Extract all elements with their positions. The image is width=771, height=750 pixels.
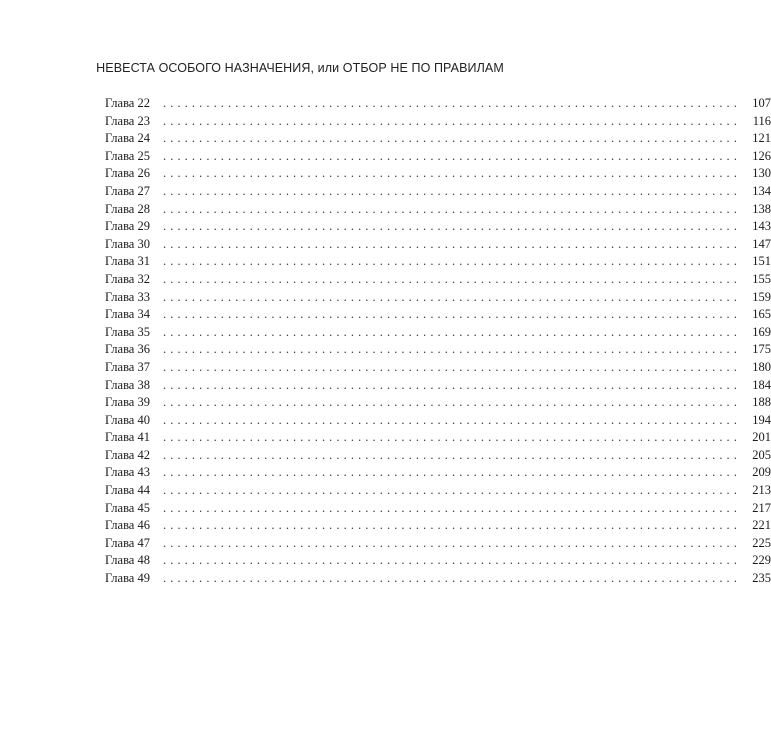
toc-entry	[105, 113, 771, 131]
toc-entry-page: 225	[752, 535, 771, 550]
toc-entry-page: 107	[752, 96, 771, 110]
toc-entry-page: 155	[752, 271, 771, 286]
toc-dot-leader: ................................................................................	[163, 307, 741, 322]
toc-entry-title: Глава 28	[105, 201, 150, 216]
running-head: НЕВЕСТА ОСОБОГО НАЗНАЧЕНИЯ, или ОТБОР НЕ ПО ПРАВИЛАМ	[96, 61, 504, 75]
toc-dot-leader: ................................................................................	[163, 535, 741, 550]
toc-entry-title: Глава 42	[105, 447, 150, 462]
toc-entry-title: Глава 27	[105, 183, 150, 198]
toc-entry-title: Глава 35	[105, 324, 150, 339]
toc-dot-leader: ................................................................................	[163, 518, 741, 533]
toc-entry-title: Глава 23	[105, 113, 150, 128]
toc-entry-title: Глава 25	[105, 148, 150, 163]
toc-entry	[105, 447, 771, 465]
toc-dot-leader: ................................................................................	[163, 183, 741, 198]
toc-entry-page: 134	[752, 183, 771, 198]
toc-entry	[105, 500, 771, 518]
toc-entry-page: 116	[752, 113, 771, 128]
toc-dot-leader: ................................................................................	[163, 201, 741, 216]
toc-entry	[105, 130, 771, 148]
toc-entry	[105, 412, 771, 430]
toc-entry-title: Глава 36	[105, 342, 150, 357]
toc-dot-leader: ................................................................................	[163, 395, 741, 410]
toc-entry-page: 217	[752, 500, 771, 515]
toc-entry-title: Глава 47	[105, 535, 150, 550]
toc-entry-title: Глава 33	[105, 289, 150, 304]
toc-entry	[105, 271, 771, 289]
toc-entry-page: 213	[752, 483, 771, 498]
toc-entry	[105, 165, 771, 183]
toc-dot-leader: ................................................................................	[163, 447, 741, 462]
toc-entry-page: 209	[752, 465, 771, 480]
toc-entry	[105, 517, 771, 535]
toc-entry	[105, 482, 771, 500]
toc-entry-page: 151	[752, 254, 771, 269]
toc-dot-leader: ................................................................................	[163, 271, 741, 286]
toc-entry-title: Глава 45	[105, 500, 150, 515]
toc-entry-page: 229	[752, 553, 771, 568]
toc-entry	[105, 429, 771, 447]
toc-dot-leader: ................................................................................	[163, 465, 741, 480]
toc-entry-title: Глава 26	[105, 166, 150, 181]
toc-entry	[105, 377, 771, 395]
toc-dot-leader: ................................................................................	[163, 219, 741, 234]
toc-dot-leader: ................................................................................	[163, 236, 741, 251]
toc-entry-title: Глава 43	[105, 465, 150, 480]
toc-entry-page: 147	[752, 236, 771, 251]
toc-entry-page: 188	[752, 395, 771, 410]
toc-dot-leader: ................................................................................	[163, 289, 741, 304]
toc-dot-leader: ................................................................................	[163, 553, 741, 568]
toc-entry-title: Глава 48	[105, 553, 150, 568]
toc-dot-leader: ................................................................................	[163, 430, 741, 445]
toc-entry-page: 159	[752, 289, 771, 304]
toc-dot-leader: ................................................................................	[163, 377, 741, 392]
toc-entry-page: 205	[752, 447, 771, 462]
toc-entry-title: Глава 39	[105, 395, 150, 410]
toc-entry-title: Глава 49	[105, 571, 150, 586]
toc-entry-title: Глава 34	[105, 307, 150, 322]
toc-dot-leader: ................................................................................	[163, 324, 741, 339]
toc-entry	[105, 218, 771, 236]
toc-entry-page: 235	[752, 571, 771, 586]
toc-entry	[105, 236, 771, 254]
toc-dot-leader: ................................................................................	[163, 96, 741, 110]
toc-entry	[105, 359, 771, 377]
toc-dot-leader: ................................................................................	[163, 131, 741, 146]
toc-entry	[105, 95, 771, 113]
toc-dot-leader: ................................................................................	[163, 113, 741, 128]
toc-entry-page: 221	[752, 518, 771, 533]
toc-entry	[105, 253, 771, 271]
toc-dot-leader: ................................................................................	[163, 571, 741, 586]
toc-entry	[105, 570, 771, 588]
toc-entry-title: Глава 30	[105, 236, 150, 251]
toc-entry-page: 143	[752, 219, 771, 234]
toc-entry-title: Глава 41	[105, 430, 150, 445]
toc-entry	[105, 464, 771, 482]
toc-entry-title: Глава 44	[105, 483, 150, 498]
toc-entry	[105, 183, 771, 201]
toc-dot-leader: ................................................................................	[163, 500, 741, 515]
toc-entry	[105, 324, 771, 342]
toc-dot-leader: ................................................................................	[163, 412, 741, 427]
toc-entry-title: Глава 32	[105, 271, 150, 286]
toc-entry-page: 130	[752, 166, 771, 181]
toc-entry-page: 194	[752, 412, 771, 427]
toc-entry-page: 121	[752, 131, 771, 146]
toc-entry-page: 169	[752, 324, 771, 339]
toc-entry-page: 175	[752, 342, 771, 357]
toc-entry-title: Глава 22	[105, 96, 150, 110]
toc-dot-leader: ................................................................................	[163, 148, 741, 163]
toc-entry-page: 126	[752, 148, 771, 163]
toc-entry-title: Глава 29	[105, 219, 150, 234]
toc-entry-page: 201	[752, 430, 771, 445]
toc-entry	[105, 535, 771, 553]
toc-entry	[105, 148, 771, 166]
toc-entry-page: 138	[752, 201, 771, 216]
toc-entry-title: Глава 31	[105, 254, 150, 269]
toc-entry	[105, 341, 771, 359]
toc-entry-title: Глава 38	[105, 377, 150, 392]
toc-entry-page: 165	[752, 307, 771, 322]
toc-dot-leader: ................................................................................	[163, 342, 741, 357]
toc-entry	[105, 306, 771, 324]
toc-entry-title: Глава 37	[105, 359, 150, 374]
toc-dot-leader: ................................................................................	[163, 254, 741, 269]
toc-entry	[105, 552, 771, 570]
toc-dot-leader: ................................................................................	[163, 483, 741, 498]
toc-dot-leader: ................................................................................	[163, 166, 741, 181]
toc-entry-title: Глава 24	[105, 131, 150, 146]
toc-entry-page: 180	[752, 359, 771, 374]
table-of-contents	[105, 95, 771, 588]
toc-entry-title: Глава 46	[105, 518, 150, 533]
toc-entry-title: Глава 40	[105, 412, 150, 427]
toc-entry-page: 184	[752, 377, 771, 392]
toc-entry	[105, 394, 771, 412]
toc-entry	[105, 289, 771, 307]
toc-dot-leader: ................................................................................	[163, 359, 741, 374]
toc-entry	[105, 201, 771, 219]
